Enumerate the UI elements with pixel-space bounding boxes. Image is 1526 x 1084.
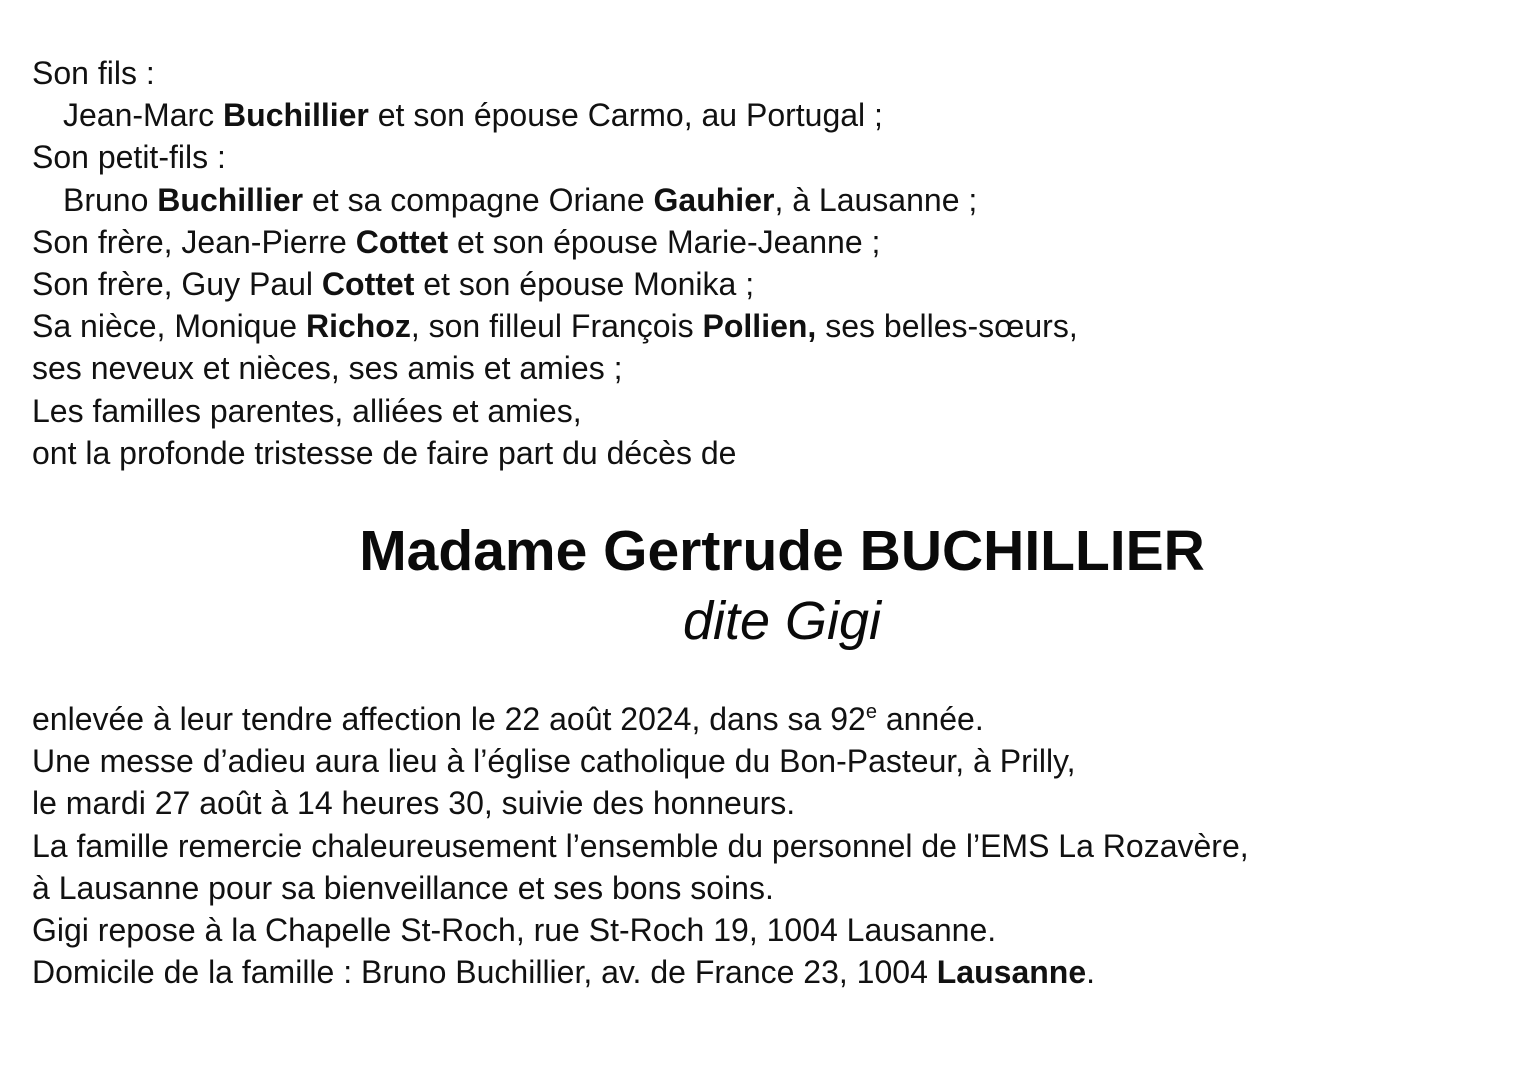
grandson-heading: Son petit-fils : [32, 139, 226, 176]
domicile-prefix: Domicile de la famille : Bruno Buchillier, av. de France 23, 1004 [32, 954, 928, 991]
son-first-name: Jean-Marc [63, 97, 215, 134]
grandson-first-name: Bruno [63, 181, 149, 218]
death-line [32, 698, 1492, 740]
deceased-name: Madame Gertrude BUCHILLIER [359, 519, 1205, 583]
brother1-last-name: Cottet [355, 223, 449, 260]
deceased-nickname: dite Gigi [682, 591, 882, 651]
brother2-line [32, 263, 1492, 305]
grandson-mid: et sa compagne Oriane [311, 181, 645, 218]
mass-line-2: le mardi 27 août à 14 heures 30, suivie des honneurs. [32, 785, 796, 822]
son-rest: et son épouse Carmo, au Portugal ; [377, 97, 883, 134]
brother1-rest: et son épouse Marie-Jeanne ; [457, 223, 881, 260]
thanks-line-1: La famille remercie chaleureusement l’ensemble du personnel de l’EMS La Rozavère, [32, 827, 1249, 864]
brother2-prefix: Son frère, Guy Paul [32, 266, 314, 303]
niece-line [32, 305, 1492, 347]
family-list [32, 52, 1492, 474]
brother1-line [32, 221, 1492, 263]
mass-line-1: Une messe d’adieu aura lieu à l’église catholique du Bon-Pasteur, à Prilly, [32, 743, 1076, 780]
son-line [32, 94, 1492, 136]
grandson-partner-last-name: Gauhier [653, 181, 775, 218]
brother1-prefix: Son frère, Jean-Pierre [32, 223, 347, 260]
ordinal-superscript: e [865, 701, 877, 723]
nephews-line: ses neveux et nièces, ses amis et amies ; [32, 350, 623, 387]
rest-line: Gigi repose à la Chapelle St-Roch, rue St-Roch 19, 1004 Lausanne. [32, 912, 997, 949]
son-last-name: Buchillier [223, 97, 369, 134]
brother2-rest: et son épouse Monika ; [423, 266, 755, 303]
deceased-block [0, 516, 1526, 656]
death-after: année. [885, 701, 984, 737]
funeral-details [32, 698, 1492, 993]
domicile-city: Lausanne [936, 954, 1087, 991]
thanks-line-2: à Lausanne pour sa bienveillance et ses bons soins. [32, 869, 774, 906]
domicile-end: . [1086, 954, 1096, 991]
niece-rest: ses belles-sœurs, [825, 308, 1078, 345]
domicile-line [32, 951, 1492, 993]
godson-prefix: , son filleul François [410, 308, 694, 345]
brother2-last-name: Cottet [321, 266, 415, 303]
grandson-last-name: Buchillier [157, 181, 304, 218]
announcement-line: ont la profonde tristesse de faire part du décès de [32, 434, 737, 471]
grandson-rest: , à Lausanne ; [774, 181, 978, 218]
godson-last-name: Pollien, [702, 308, 817, 345]
niece-last-name: Richoz [305, 308, 411, 345]
son-heading: Son fils : [32, 55, 155, 91]
grandson-line [32, 179, 1492, 221]
families-line: Les familles parentes, alliées et amies, [32, 392, 582, 429]
death-before: enlevée à leur tendre affection le 22 août 2024, dans sa 92 [32, 701, 866, 737]
niece-prefix: Sa nièce, Monique [32, 308, 298, 345]
